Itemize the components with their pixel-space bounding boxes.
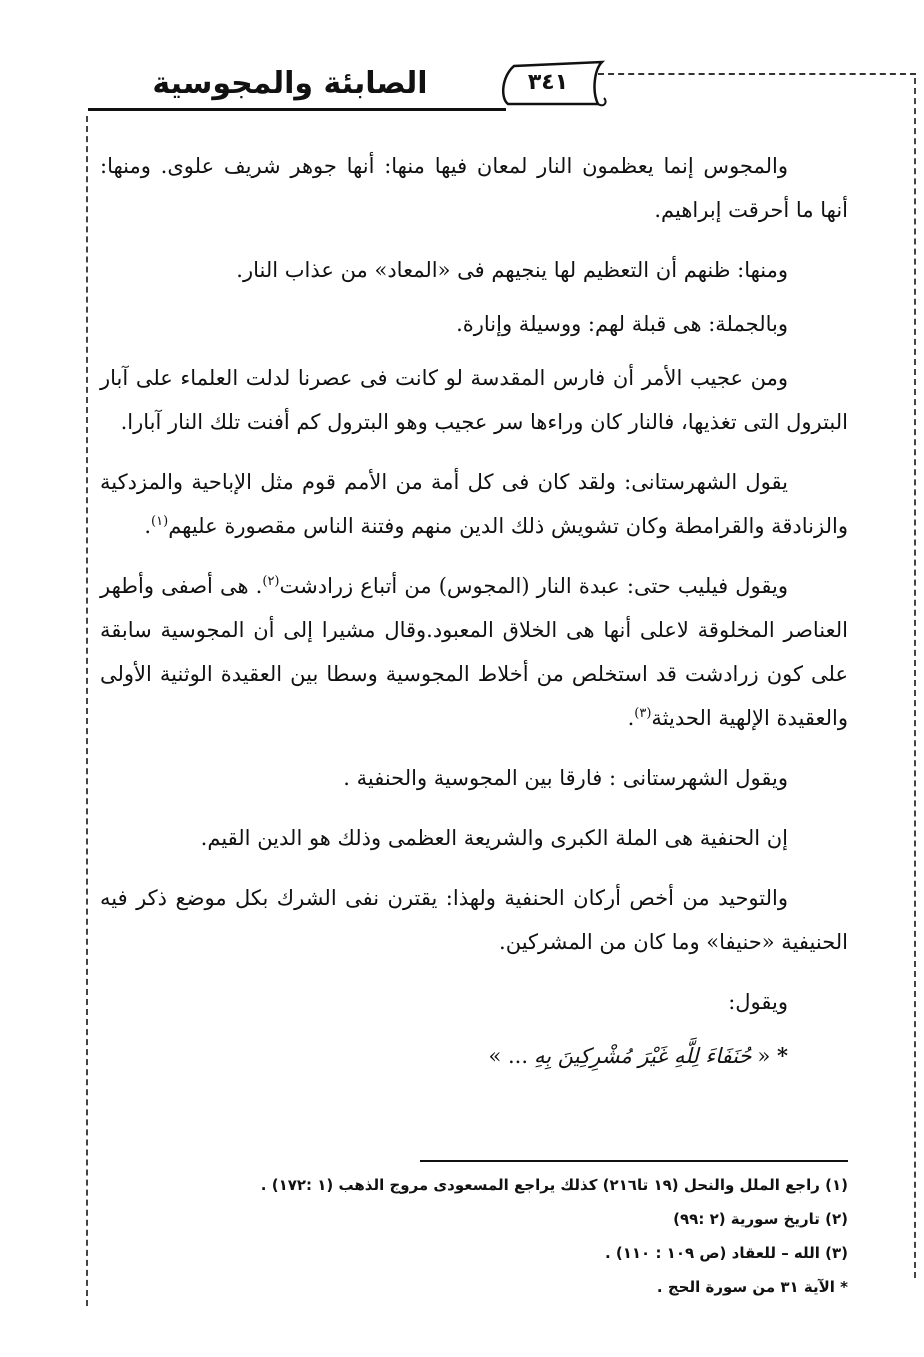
paragraph-5-text: يقول الشهرستانى: ولقد كان فى كل أمة من الأمم قوم مثل الإباحية والمزدكية والزنادقة والقرامطة وكان تشويش ذلك الدين منهم وفتنة الناس مقصورة عليهم bbox=[100, 470, 848, 538]
paragraph-2: ومنها: ظنهم أن التعظيم لها ينجيهم فى «المعاد» من عذاب النار. bbox=[236, 258, 788, 282]
running-title: الصابئة والمجوسية bbox=[152, 66, 428, 101]
quran-verse bbox=[100, 1034, 848, 1078]
verse-star-mark: * bbox=[777, 1043, 788, 1068]
footnote-ref-1: (١) bbox=[151, 514, 169, 529]
paragraph-5-end: . bbox=[144, 514, 152, 538]
paragraph-6 bbox=[100, 564, 848, 740]
page-number: ٣٤١ bbox=[527, 70, 569, 95]
footnote-2: (٢) تاريخ سورية (٢ :٩٩) bbox=[673, 1210, 848, 1228]
paragraph-9: والتوحيد من أخص أركان الحنفية ولهذا: يقترن نفى الشرك بكل موضع ذكر فيه الحنيفية «حنيفا» وما كان من المشركين. bbox=[100, 886, 848, 954]
paragraph-3: وبالجملة: هى قبلة لهم: ووسيلة وإنارة. bbox=[456, 312, 788, 336]
verse-close-quote: » bbox=[488, 1044, 502, 1068]
paragraph-7: ويقول الشهرستانى : فارقا بين المجوسية والحنفية . bbox=[343, 766, 788, 790]
paragraph-6-end: . bbox=[627, 706, 635, 730]
header-dashed-rule bbox=[598, 73, 916, 75]
right-dashed-border bbox=[914, 78, 916, 1278]
left-dashed-border bbox=[86, 116, 88, 1306]
verse-ellipsis: ... bbox=[508, 1044, 529, 1068]
paragraph-5 bbox=[100, 460, 848, 548]
header-rule bbox=[88, 108, 506, 111]
verse-text: حُنَفَاءَ لِلَّهِ غَيْرَ مُشْرِكِينَ بِهِ bbox=[534, 1044, 752, 1068]
body-text bbox=[100, 144, 848, 1078]
paragraph-8: إن الحنفية هى الملة الكبرى والشريعة العظمى وذلك هو الدين القيم. bbox=[200, 826, 788, 850]
footnote-ref-3: (٣) bbox=[634, 706, 652, 721]
footnote-star: * الآية ٣١ من سورة الحج . bbox=[656, 1278, 848, 1296]
verse-open-quote: « bbox=[757, 1044, 771, 1068]
footnote-1: (١) راجع الملل والنحل (١٩ تا٢١٦) كذلك يراجع المسعودى مروج الذهب (١ :١٧٢) . bbox=[260, 1176, 848, 1194]
paragraph-6-text-a: ويقول فيليب حتى: عبدة النار (المجوس) من أتباع زرادشت bbox=[279, 574, 788, 598]
footnote-ref-2: (٢) bbox=[262, 574, 280, 589]
footnote-3: (٣) الله – للعقاد (ص ١٠٩ : ١١٠) . bbox=[604, 1244, 848, 1262]
paragraph-4: ومن عجيب الأمر أن فارس المقدسة لو كانت فى عصرنا لدلت العلماء على آبار البترول التى تغذيها، فالنار كان وراءها سر عجيب وهو البترول كم أفنت تلك النار آبارا. bbox=[100, 366, 848, 434]
paragraph-6-text-b: . هى أصفى وأطهر العناصر المخلوقة لاعلى أنها هى الخلاق المعبود.وقال مشيرا إلى أن المجوسية سابقة على كون زرادشت قد استخلص من أخلاط المجوسية وسطا بين العقيدة الوثنية الأولى والعقيدة الإلهية الحديثة bbox=[100, 574, 848, 730]
paragraph-10: ويقول: bbox=[728, 990, 788, 1014]
paragraph-1: والمجوس إنما يعظمون النار لمعان فيها منها: أنها جوهر شريف علوى. ومنها: أنها ما أحرقت إبراهيم. bbox=[100, 154, 848, 222]
footnote-rule bbox=[420, 1160, 848, 1162]
footnotes bbox=[120, 1168, 848, 1304]
